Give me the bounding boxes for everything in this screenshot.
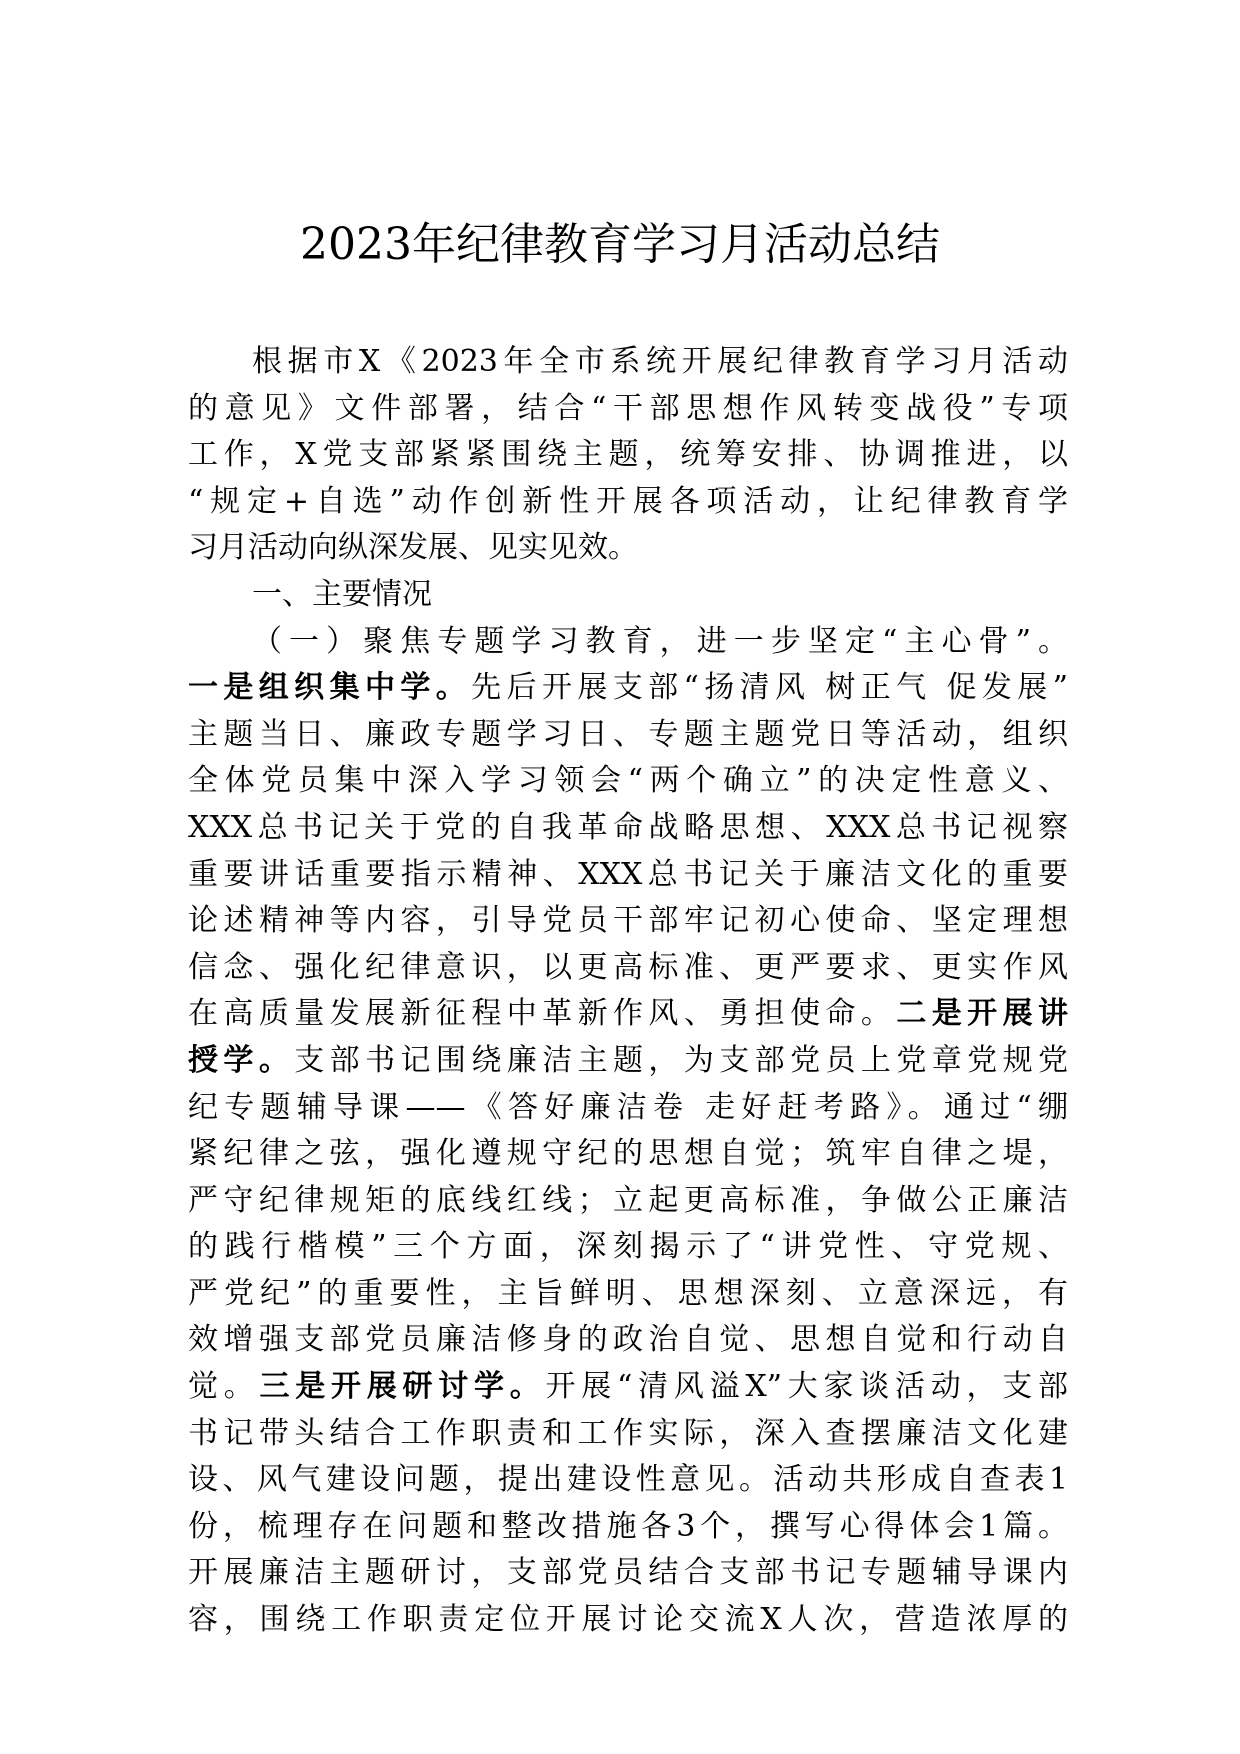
bold-text-segment: 二是开展讲 <box>896 996 1069 1032</box>
text-line <box>188 432 1068 479</box>
text-line <box>188 805 1068 852</box>
text-segment: 根据市X《2023年全市系统开展纪律教育学习月活动 <box>252 344 1068 379</box>
text-line <box>188 898 1068 945</box>
text-line <box>188 479 1068 526</box>
text-segment: 支部书记围绕廉洁主题，为支部党员上党章党规党 <box>294 1042 1068 1078</box>
text-segment: 设、风气建设问题，提出建设性意见。活动共形成自查表1 <box>188 1462 1068 1498</box>
text-line <box>188 758 1068 805</box>
text-segment: “规定+自选”动作创新性开展各项活动，让纪律教育学 <box>188 483 1068 519</box>
text-segment: 严党纪”的重要性，主旨鲜明、思想深刻、立意深远，有 <box>188 1275 1068 1311</box>
text-segment: 的践行楷模”三个方面，深刻揭示了“讲党性、守党规、 <box>188 1229 1068 1265</box>
text-line <box>188 619 1068 666</box>
text-line <box>188 1178 1068 1225</box>
text-segment: 开展“清风溢X”大家谈活动，支部 <box>545 1369 1069 1405</box>
text-line <box>188 386 1068 433</box>
text-segment: XXX总书记关于党的自我革命战略思想、XXX总书记视察 <box>188 809 1068 845</box>
text-line <box>188 665 1068 712</box>
text-line <box>188 1411 1068 1458</box>
text-line <box>188 991 1068 1038</box>
bold-text-segment: 授学。 <box>188 1042 295 1078</box>
text-line <box>188 339 1068 386</box>
text-segment: 纪专题辅导课——《答好廉洁卷 走好赶考路》。通过“绷 <box>188 1089 1068 1125</box>
text-line <box>188 1597 1068 1644</box>
text-segment: 工作，X党支部紧紧围绕主题，统筹安排、协调推进，以 <box>188 437 1068 473</box>
text-segment: 严守纪律规矩的底线红线；立起更高标准，争做公正廉洁 <box>188 1182 1068 1218</box>
document-body <box>188 339 1068 1644</box>
text-segment: 习月活动向纵深发展、见实见效。 <box>188 530 638 566</box>
bold-text-segment: 一是组织集中学。 <box>188 670 472 706</box>
text-segment: 先后开展支部“扬清风 树正气 促发展” <box>471 670 1068 706</box>
text-segment: 信念、强化纪律意识，以更高标准、更严要求、更实作风 <box>188 949 1068 985</box>
text-segment: 主题当日、廉政专题学习日、专题主题党日等活动，组织 <box>188 716 1068 752</box>
text-line <box>188 1317 1068 1364</box>
text-line <box>188 525 1068 572</box>
document-title: 2023年纪律教育学习月活动总结 <box>300 219 940 270</box>
text-segment: 容，围绕工作职责定位开展讨论交流X人次，营造浓厚的 <box>188 1602 1068 1638</box>
text-line <box>188 1364 1068 1411</box>
text-line <box>188 1271 1068 1318</box>
text-segment: 重要讲话重要指示精神、XXX总书记关于廉洁文化的重要 <box>188 856 1068 892</box>
text-line <box>188 1457 1068 1504</box>
text-segment: 书记带头结合工作职责和工作实际，深入查摆廉洁文化建 <box>188 1415 1068 1451</box>
text-line <box>188 712 1068 759</box>
text-segment: 论述精神等内容，引导党员干部牢记初心使命、坚定理想 <box>188 903 1068 939</box>
text-segment: 在高质量发展新征程中革新作风、勇担使命。 <box>188 996 897 1032</box>
text-segment: 一、主要情况 <box>252 576 432 612</box>
text-segment: 觉。 <box>188 1369 260 1405</box>
text-segment: 的意见》文件部署，结合“干部思想作风转变战役”专项 <box>188 390 1068 426</box>
text-line <box>188 1038 1068 1085</box>
bold-text-segment: 三是开展研讨学。 <box>259 1369 546 1405</box>
text-line <box>188 945 1068 992</box>
text-segment: 份，梳理存在问题和整改措施各3个，撰写心得体会1篇。 <box>188 1508 1068 1544</box>
text-segment: 开展廉洁主题研讨，支部党员结合支部书记专题辅导课内 <box>188 1555 1068 1591</box>
text-segment: 全体党员集中深入学习领会“两个确立”的决定性意义、 <box>188 763 1068 799</box>
text-line <box>188 1224 1068 1271</box>
text-line <box>188 852 1068 899</box>
text-line <box>188 1085 1068 1132</box>
text-line <box>188 1131 1068 1178</box>
text-line <box>188 1550 1068 1597</box>
text-segment: 紧纪律之弦，强化遵规守纪的思想自觉；筑牢自律之堤， <box>188 1136 1068 1172</box>
text-line <box>188 572 1068 619</box>
text-segment: （一）聚焦专题学习教育，进一步坚定“主心骨”。 <box>252 623 1068 659</box>
text-line <box>188 1504 1068 1551</box>
text-segment: 效增强支部党员廉洁修身的政治自觉、思想自觉和行动自 <box>188 1322 1068 1358</box>
